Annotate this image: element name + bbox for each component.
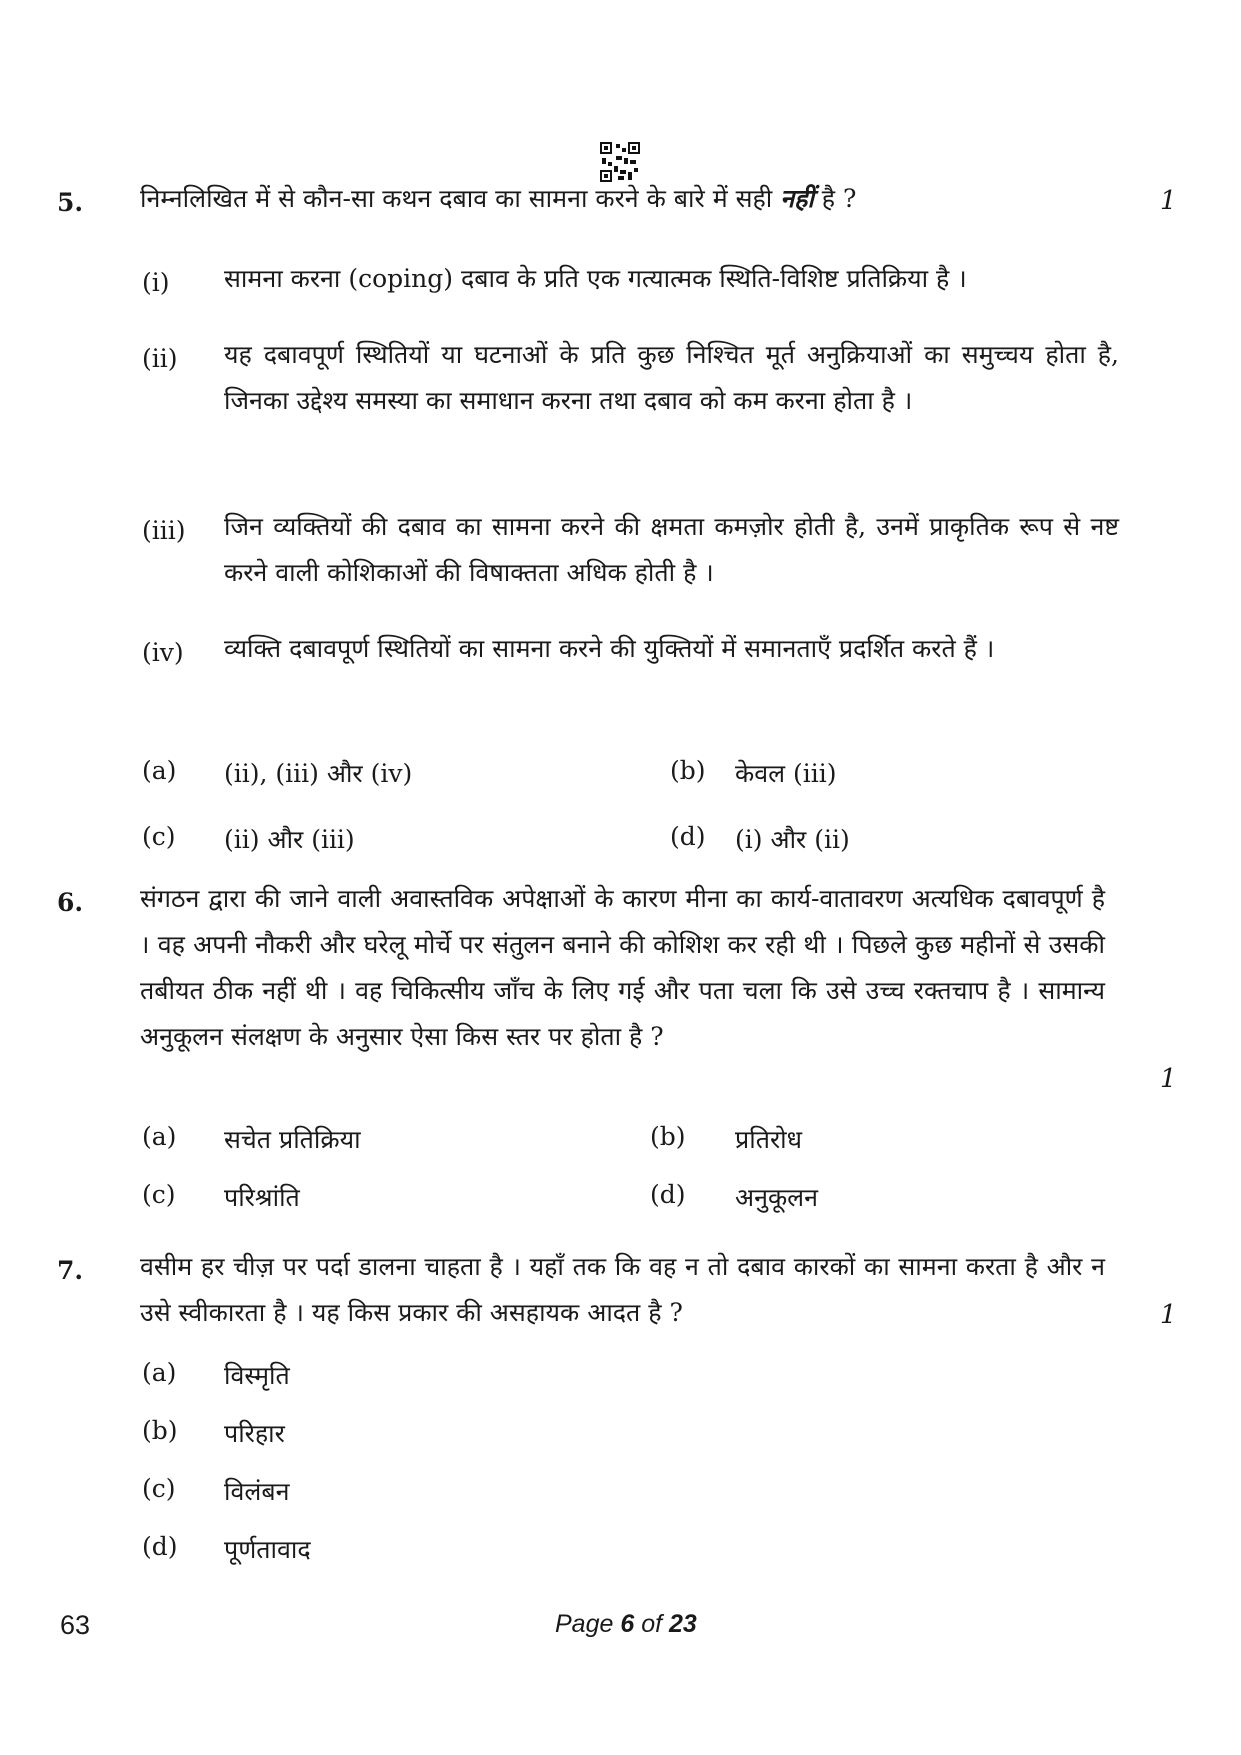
statement-label: (i)	[142, 268, 170, 297]
statement-text: जिन व्यक्तियों की दबाव का सामना करने की क्षमता कमज़ोर होती है, उनमें प्राकृतिक रूप से नष्ट करने वाली कोशिकाओं की विषाक्तता अधिक होती है ।	[224, 512, 1119, 587]
marks: 1	[1160, 1064, 1177, 1094]
statement-label: (iv)	[142, 638, 184, 667]
option-label: (d)	[650, 1180, 686, 1209]
question-text: वसीम हर चीज़ पर पर्दा डालना चाहता है । यहाँ तक कि वह न तो दबाव कारकों का सामना करता है और न उसे स्वीकारता है । यह किस प्रकार की असहायक आदत है ?	[140, 1252, 1105, 1327]
option-text: केवल (iii)	[735, 759, 837, 788]
option-text: परिहार	[224, 1419, 285, 1448]
option-label: (a)	[142, 1358, 177, 1387]
option-label: (a)	[142, 1122, 177, 1151]
option-label: (c)	[142, 1474, 176, 1503]
question-number: 6.	[57, 888, 84, 917]
emphasis-word: नहीं	[780, 184, 814, 213]
question-text: निम्नलिखित में से कौन-सा कथन दबाव का सामना करने के बारे में सही नहीं है ?	[140, 184, 857, 213]
question-number: 7.	[57, 1256, 84, 1285]
option-text: (i) और (ii)	[735, 825, 850, 854]
option-label: (d)	[670, 822, 706, 851]
option-text: परिश्रांति	[224, 1183, 300, 1212]
option-text: (ii), (iii) और (iv)	[224, 759, 413, 788]
statement-text: व्यक्ति दबावपूर्ण स्थितियों का सामना करने की युक्तियों में समानताएँ प्रदर्शित करते हैं ।	[224, 634, 995, 663]
option-label: (b)	[142, 1416, 178, 1445]
paper-code: 63	[60, 1610, 91, 1640]
option-text: सचेत प्रतिक्रिया	[224, 1125, 361, 1154]
option-text: अनुकूलन	[735, 1183, 819, 1212]
option-text: विलंबन	[224, 1477, 290, 1506]
option-text: प्रतिरोध	[735, 1125, 803, 1154]
question-number: 5.	[57, 188, 84, 217]
statement-label: (iii)	[142, 516, 186, 545]
statement-text: सामना करना (coping) दबाव के प्रति एक गत्यात्मक स्थिति-विशिष्ट प्रतिक्रिया है ।	[224, 264, 967, 293]
option-label: (a)	[142, 756, 177, 785]
marks: 1	[1160, 186, 1177, 216]
option-label: (b)	[650, 1122, 686, 1151]
option-text: पूर्णतावाद	[224, 1535, 311, 1564]
statement-label: (ii)	[142, 344, 178, 373]
option-text: विस्मृति	[224, 1361, 290, 1390]
option-label: (c)	[142, 822, 176, 851]
option-label: (b)	[670, 756, 706, 785]
statement-text: यह दबावपूर्ण स्थितियों या घटनाओं के प्रति कुछ निश्चित मूर्त अनुक्रियाओं का समुच्चय होता है, जिनका उद्देश्य समस्या का समाधान करना तथा दबाव को कम करना होता है ।	[224, 340, 1119, 415]
marks: 1	[1160, 1300, 1177, 1330]
option-label: (d)	[142, 1532, 178, 1561]
question-text: संगठन द्वारा की जाने वाली अवास्तविक अपेक्षाओं के कारण मीना का कार्य-वातावरण अत्यधिक दबावपूर्ण है । वह अपनी नौकरी और घरेलू मोर्चे पर संतुलन बनाने की कोशिश कर रही थी । पिछले कुछ महीनों से उसकी तबीयत ठीक नहीं थी । वह चिकित्सीय जाँच के लिए गई और पता चला कि उसे उच्च रक्तचाप है । सामान्य अनुकूलन संलक्षण के अनुसार ऐसा किस स्तर पर होता है ?	[140, 884, 1105, 1051]
page-indicator: Page 6 of 23	[555, 1610, 697, 1638]
option-text: (ii) और (iii)	[224, 825, 355, 854]
option-label: (c)	[142, 1180, 176, 1209]
